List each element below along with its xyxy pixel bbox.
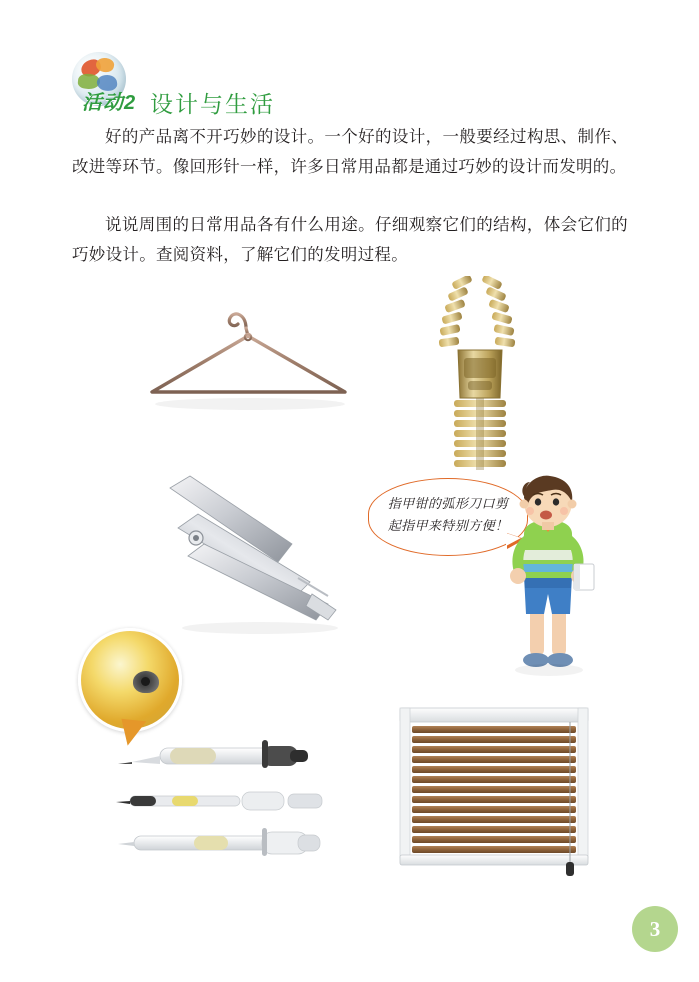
magnifier-circle — [78, 628, 182, 732]
body-paragraph-2: 说说周围的日常用品各有什么用途。仔细观察它们的结构，体会它们的巧妙设计。查阅资料，了解它们的发明过程。 — [72, 215, 628, 264]
boy-character-icon — [494, 472, 604, 682]
activity-label: 活动2 — [82, 92, 137, 114]
zipper-figure — [390, 276, 570, 466]
activity-header — [72, 52, 472, 117]
page-number: 3 — [649, 916, 661, 941]
clothes-hanger-figure — [130, 292, 370, 432]
clothes-hanger-icon — [130, 292, 370, 432]
pen-ball — [141, 677, 150, 686]
ballpoint-pens-icon — [112, 726, 342, 866]
window-blinds-icon — [392, 702, 607, 877]
boy-character-figure — [494, 472, 604, 682]
ballpoint-pens-figure — [112, 726, 342, 866]
window-blinds-figure — [392, 702, 607, 872]
body-paragraph-1: 好的产品离不开巧妙的设计。一个好的设计，一般要经过构思、制作、改进等环节。像回形针一样，许多日常用品都是通过巧妙的设计而发明的。 — [72, 127, 628, 176]
magnified-pen-tip-figure — [78, 628, 190, 740]
page-number-badge — [632, 906, 678, 952]
speech-bubble-text: 指甲钳的弧形刀口剪起指甲来特别方便！ — [387, 496, 509, 533]
nail-clipper-figure — [160, 470, 370, 640]
nail-clipper-icon — [160, 470, 370, 640]
zipper-icon — [390, 276, 570, 471]
page-title: 设计与生活 — [150, 92, 275, 117]
